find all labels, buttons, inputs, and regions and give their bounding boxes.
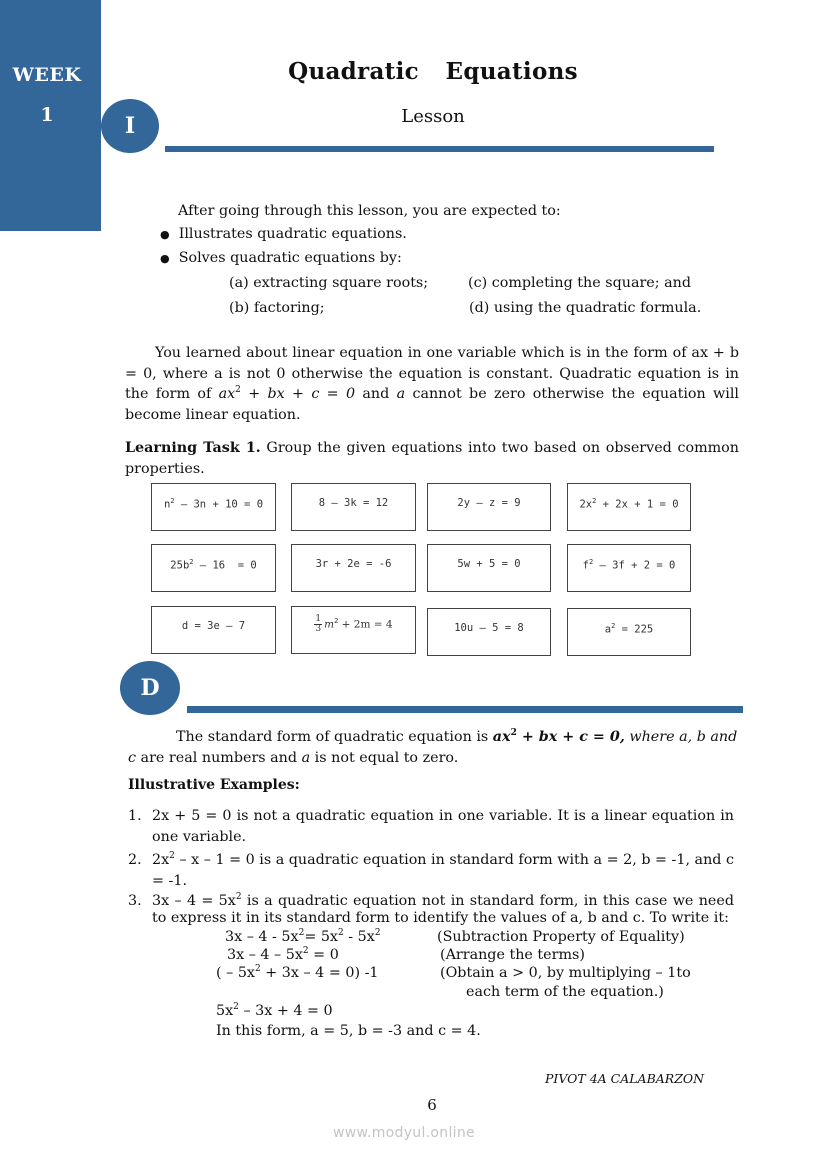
- equation-card: [567, 608, 691, 656]
- step-2-note: (Arrange the terms): [440, 947, 585, 963]
- page-number: 6: [427, 1096, 437, 1114]
- objective-item: ● Solves quadratic equations by:: [160, 250, 402, 266]
- bullet-icon: ●: [160, 228, 170, 241]
- equation-text: $\frac{1}{3}$ $m^2 + 2m = 4$: [315, 614, 393, 634]
- method-d: (d) using the quadratic formula.: [469, 300, 702, 316]
- intro-paragraph: You learned about linear equation in one variable which is in the form of ax + b = 0, where a is not 0 otherwise the equation is constant. Quadratic equation is in the form of $ax^2$ + bx + c = 0 and a cannot be zero otherwise the equation will become linear equation.: [125, 345, 740, 423]
- step-1-note: (Subtraction Property of Equality): [437, 929, 685, 945]
- method-c: (c) completing the square; and: [468, 275, 692, 291]
- step-2-equation: $3x - 4 - 5x^2 = 0$: [227, 946, 339, 963]
- examples-heading: Illustrative Examples:: [128, 777, 300, 793]
- week-number: 1: [40, 104, 54, 126]
- page-title: Quadratic Equations: [288, 58, 578, 85]
- equation-card: [427, 608, 551, 656]
- equation-card: [151, 544, 276, 592]
- equation-card: [567, 483, 691, 531]
- page-subtitle: Lesson: [401, 106, 465, 127]
- equation-card: [291, 544, 416, 592]
- method-b: (b) factoring;: [229, 300, 325, 316]
- example-item: 2. $2x^2 - x - 1 = 0$ is a quadratic equation in standard form with a = 2, b = -1, and c = -1.: [128, 851, 734, 889]
- equation-text: $f^2 - 3f + 2 = 0$: [582, 558, 676, 572]
- equation-card: [151, 483, 276, 531]
- equation-text: 10u – 5 = 8: [454, 622, 524, 634]
- step-3-note: (Obtain a > 0, by multiplying – 1to: [440, 965, 691, 981]
- equation-card: [427, 483, 551, 531]
- objective-item: ● Illustrates quadratic equations.: [160, 226, 407, 242]
- week-banner: [0, 0, 101, 231]
- section-marker-intro: I: [101, 99, 159, 153]
- equation-card: [151, 606, 276, 654]
- standard-form-paragraph: The standard form of quadratic equation is $ax^2$ + bx + c = 0, where a, b and c are real numbers and a is not equal to zero.: [128, 728, 738, 766]
- equation-card: [567, 544, 691, 592]
- method-a: (a) extracting square roots;: [229, 275, 429, 291]
- example-item: 1. 2x + 5 = 0 is not a quadratic equation in one variable. It is a linear equation in one variable.: [128, 808, 734, 845]
- step-3-note-cont: each term of the equation.): [466, 984, 664, 1000]
- watermark-link[interactable]: www.modyul.online: [333, 1125, 475, 1141]
- step-5-conclusion: In this form, a = 5, b = -3 and c = 4.: [216, 1023, 481, 1039]
- learning-task: Learning Task 1. Group the given equations into two based on observed common properties.: [125, 440, 739, 477]
- equation-text: 3r + 2e = -6: [315, 558, 392, 570]
- step-4-equation: $5x^2 - 3x + 4 = 0$: [216, 1002, 333, 1019]
- equation-text: $25b^2 - 16 = 0$: [170, 558, 257, 572]
- bullet-icon: ●: [160, 252, 170, 265]
- equation-text: $a^2 = 225$: [604, 622, 654, 636]
- section-divider-discover: [187, 706, 743, 713]
- equation-card: [291, 483, 416, 531]
- section-marker-discover: D: [120, 661, 180, 715]
- equation-text: 2y – z = 9: [457, 497, 521, 509]
- objectives-intro: After going through this lesson, you are expected to:: [178, 203, 561, 219]
- equation-card: [427, 544, 551, 592]
- equation-card: [291, 606, 416, 654]
- equation-text: $n^2 - 3n + 10 = 0$: [163, 497, 264, 511]
- step-3-equation: ( – $5x^2 + 3x - 4 = 0$) -1: [216, 964, 379, 981]
- equation-text: 8 – 3k = 12: [318, 497, 389, 509]
- week-label: WEEK: [12, 64, 82, 86]
- equation-text: $2x^2 + 2x + 1 = 0$: [579, 497, 679, 511]
- footer-brand: PIVOT 4A CALABARZON: [545, 1071, 705, 1086]
- equation-text: d = 3e – 7: [181, 620, 246, 632]
- equation-text: 5w + 5 = 0: [457, 558, 521, 570]
- learning-task-label: Learning Task 1.: [125, 440, 261, 456]
- step-1-equation: $3x - 4 - 5x^2= 5x^2 - 5x^2$: [225, 928, 381, 945]
- example-item: 3. $3x - 4 = 5x^2$ is a quadratic equation not in standard form, in this case we need to express it in its standard form to identify the values of a, b and c. To write it:: [128, 892, 734, 926]
- section-divider-intro: [165, 146, 714, 152]
